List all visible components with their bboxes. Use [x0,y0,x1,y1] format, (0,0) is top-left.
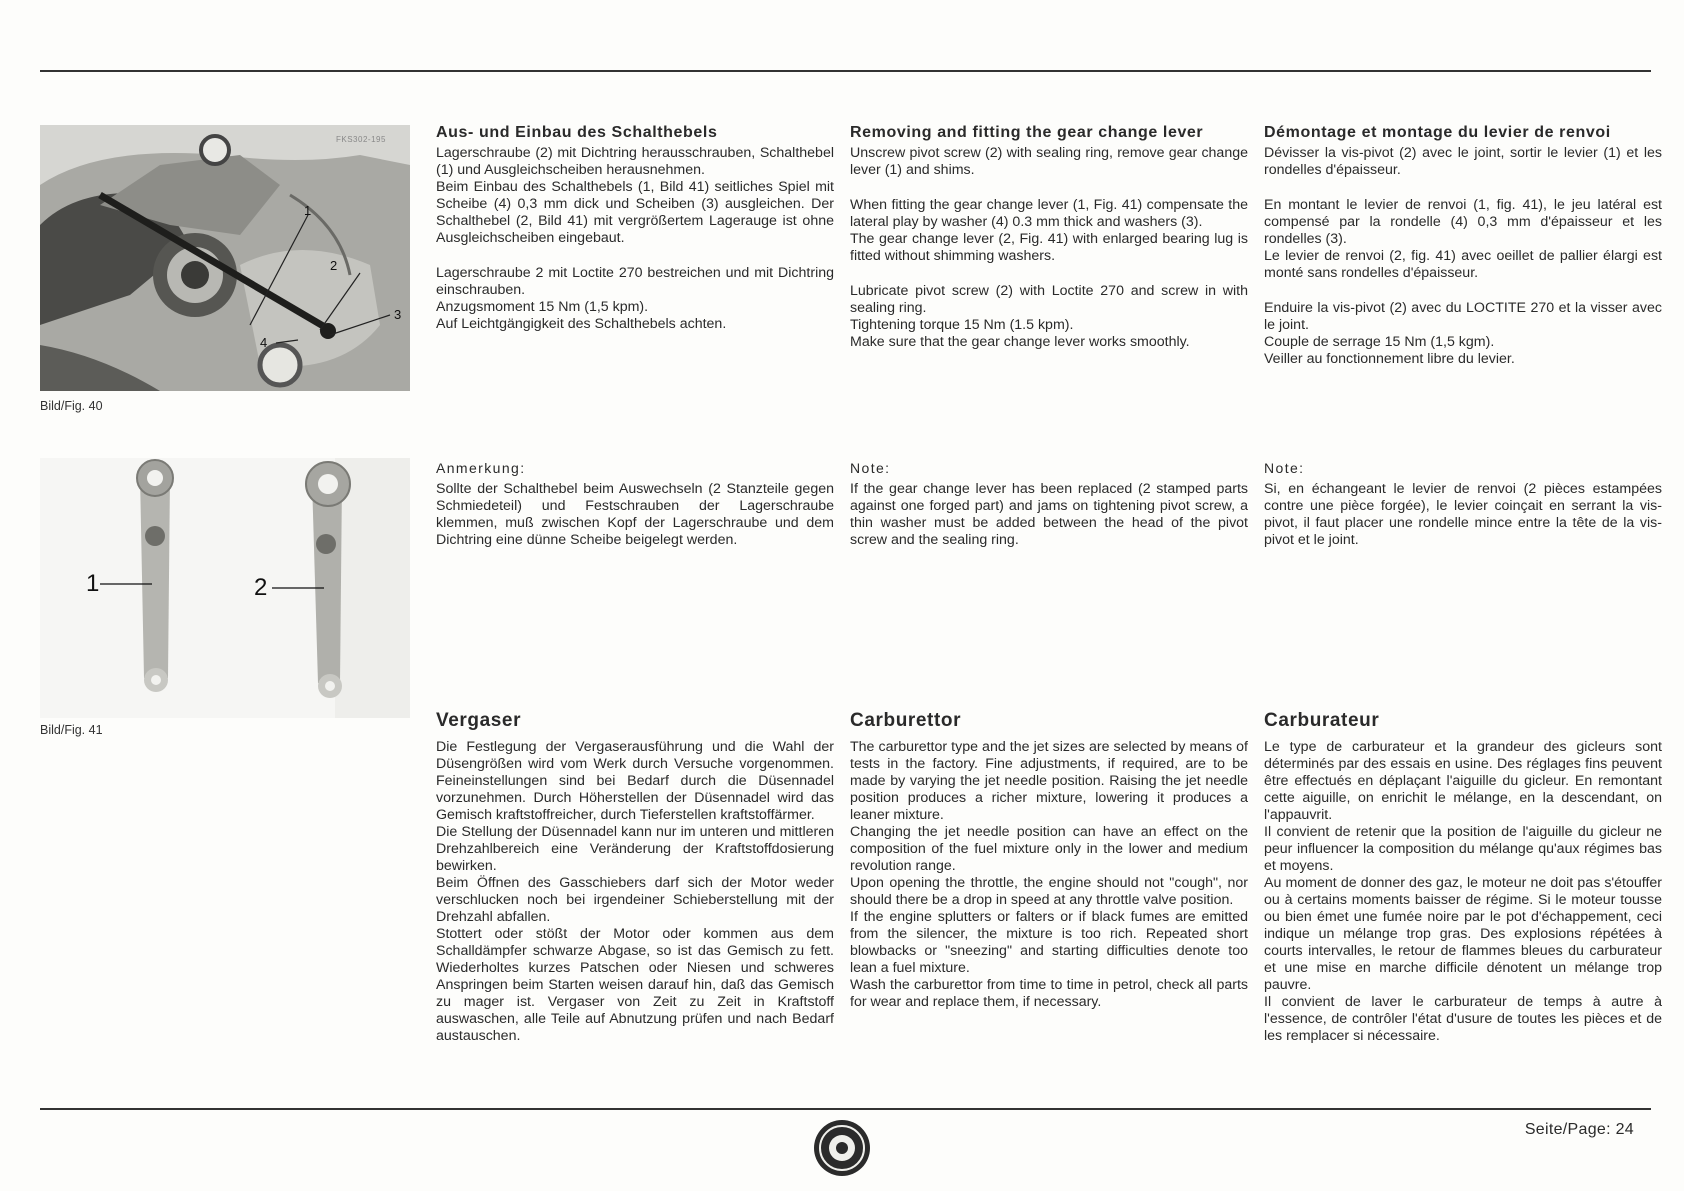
section1-fr-p6: Veiller au fonctionnement libre du levier. [1264,351,1515,367]
engine-case-illustration [40,125,410,391]
top-rule [40,70,1651,72]
section3-en-title: Carburettor [850,710,962,731]
section1-en-p4: Lubricate pivot screw (2) with Loctite 270 and screw in with sealing ring. [850,283,1248,316]
section1-fr-p3: Le levier de renvoi (2, fig. 41) avec oeillet de pallier élargi est monté sans rondelles d'épaisseur. [1264,248,1662,281]
page-number: Seite/Page: 24 [1524,1121,1634,1138]
bottom-rule [40,1108,1651,1110]
section3-de-p2: Die Stellung der Düsennadel kann nur im unteren und mittleren Drehzahlbereich eine Veränderung der Kraftstoffdosierung bewirken. [436,824,834,874]
section1-en-p3: The gear change lever (2, Fig. 41) with enlarged bearing lug is fitted without shimming washers. [850,231,1248,264]
section2-en-p1: If the gear change lever has been replaced (2 stamped parts against one forged part) and jams on tightening pivot screw, a thin washer must be added between the head of the pivot screw and the sealing ring. [850,481,1248,548]
section1-german [436,124,834,333]
section1-fr-p5: Couple de serrage 15 Nm (1,5 kgm). [1264,334,1495,350]
brand-logo [812,1118,872,1183]
section1-en-p2: When fitting the gear change lever (1, Fig. 41) compensate the lateral play by washer (4) 0.3 mm thick and washers (3). [850,197,1248,230]
section2-de-title: Anmerkung: [436,460,526,476]
section3-en-p2: Changing the jet needle position can have an effect on the composition of the fuel mixture only in the lower and medium revolution range. [850,824,1248,874]
section1-fr-p4: Enduire la vis-pivot (2) avec du LOCTITE 270 et la visser avec le joint. [1264,300,1662,333]
section1-english [850,124,1248,351]
section2-french [1264,460,1662,549]
figure-40-photo [40,125,410,391]
figure-41-callout-2: 2 [254,574,268,601]
section3-english [850,712,1248,1011]
figure-41-caption: Bild/Fig. 41 [40,723,103,737]
section2-fr-p1: Si, en échangeant le levier de renvoi (2 pièces estampées contre une pièce forgée), le levier coinçait en serrant la vis-pivot, il faut placer une rondelle mince entre la tête de la vis-pivot et le joint. [1264,481,1662,548]
section2-en-title: Note: [850,460,891,476]
section3-en-p4: If the engine splutters or falters or if black fumes are emitted from the silencer, the mixture is too rich. Repeated short blowbacks or "sneezing" and starting difficulties denote too lean a fuel mixture. [850,909,1248,976]
section1-en-p6: Make sure that the gear change lever works smoothly. [850,334,1190,350]
section1-de-p3: Lagerschraube 2 mit Loctite 270 bestreichen und mit Dichtring einschrauben. [436,265,834,298]
section1-de-p2: Beim Einbau des Schalthebels (1, Bild 41) seitliches Spiel mit Scheibe (4) 0,3 mm dick und Scheiben (3) ausgleichen. Der Schalthebel (2, Bild 41) mit vergrößertem Lagerauge ist ohne Ausgleichscheiben eingebaut. [436,179,834,246]
section3-fr-p2: Il convient de retenir que la position de l'aiguille du gicleur ne peur influencer la composition du mélange qu'aux régimes bas et moyens. [1264,824,1662,874]
section1-en-p5: Tightening torque 15 Nm (1.5 kpm). [850,317,1074,333]
section3-en-p5: Wash the carburettor from time to time in petrol, check all parts for wear and replace them, if necessary. [850,977,1248,1010]
section3-german [436,712,834,1045]
section1-fr-p1: Dévisser la vis-pivot (2) avec le joint, sortir le levier (1) et les rondelles d'épaisseur. [1264,145,1662,178]
section3-fr-title: Carburateur [1264,710,1380,731]
figure-41-photo [40,458,410,718]
section3-de-title: Vergaser [436,710,522,731]
section1-french [1264,124,1662,368]
section3-french [1264,712,1662,1045]
figure-40-callout-4: 4 [260,335,268,350]
section3-fr-p1: Le type de carburateur et la grandeur des gicleurs sont déterminés par des essais en usine. Des réglages fins peuvent être effectués en déplaçant l'aiguille du gicleur. En remontant cette aiguille, on enrichit le mélange, en la descendant, on l'appauvrit. [1264,739,1662,823]
section2-english [850,460,1248,549]
figure-40-stamp: FKS302-195 [336,135,386,144]
section2-german [436,460,834,549]
section1-de-p5: Auf Leichtgängigkeit des Schalthebels achten. [436,316,727,332]
section1-en-p1: Unscrew pivot screw (2) with sealing ring, remove gear change lever (1) and shims. [850,145,1248,178]
section1-fr-p2: En montant le levier de renvoi (1, fig. 41), le jeu latéral est compensé par la rondelle (4) 0,3 mm d'épaisseur et les rondelles (3). [1264,197,1662,247]
brand-emblem-icon [812,1118,872,1178]
section2-de-p1: Sollte der Schalthebel beim Auswechseln (2 Stanzteile gegen Schmiedeteil) und Festschrauben der Lagerschraube klemmen, muß zwischen Kopf der Lagerschraube und dem Dichtring eine dünne Scheibe beigelegt werden. [436,481,834,548]
figure-40-callout-2: 2 [330,258,338,273]
section2-fr-title: Note: [1264,460,1305,476]
figure-40-callout-3: 3 [394,307,402,322]
figure-40-callout-1: 1 [304,203,312,218]
section3-en-p3: Upon opening the throttle, the engine should not "cough", nor should there be a drop in speed at any throttle valve position. [850,875,1248,908]
section3-de-p3: Beim Öffnen des Gasschiebers darf sich der Motor weder verschlucken noch bei irgendeiner Schieberstellung mit der Drehzahl abfallen. [436,875,834,925]
figure-41-callout-1: 1 [86,570,100,597]
section1-de-title: Aus- und Einbau des Schalthebels [436,124,718,141]
section1-en-title: Removing and fitting the gear change lever [850,124,1204,141]
section3-fr-p4: Il convient de laver le carburateur de temps à autre à l'essence, de contrôler l'état d'usure de toutes les pièces et de les remplacer si nécessaire. [1264,994,1662,1044]
section1-de-p4: Anzugsmoment 15 Nm (1,5 kpm). [436,299,649,315]
section3-en-p1: The carburettor type and the jet sizes are selected by means of tests in the factory. Fine adjustments, if required, are to be made by varying the jet needle position. Raising the jet needle position produces a richer mixture, lowering it produces a leaner mixture. [850,739,1248,823]
figure-40-caption: Bild/Fig. 40 [40,399,103,413]
section3-de-p4: Stottert oder stößt der Motor oder kommen aus dem Schalldämpfer schwarze Abgase, so ist das Gemisch zu fett. Wiederholtes kurzes Patschen oder Niesen und schweres Anspringen beim Starten weisen darauf hin, daß das Gemisch zu mager ist. Vergaser von Zeit zu Zeit in Kraftstoff auswaschen, alle Teile auf Abnutzung prüfen und nach Bedarf austauschen. [436,926,834,1044]
section1-fr-title: Démontage et montage du levier de renvoi [1264,124,1611,141]
section3-de-p1: Die Festlegung der Vergaserausführung und die Wahl der Düsengrößen wird vom Werk durch Versuche vorgenommen. Feineinstellungen sind bei Bedarf durch die Düsennadel vorzunehmen. Durch Höherstellen der Düsennadel wird das Gemisch kraftstoffreicher, durch Tieferstellen kraftstoffärmer. [436,739,834,823]
section3-fr-p3: Au moment de donner des gaz, le moteur ne doit pas s'étouffer ou à certains moments baisser de régime. Si le moteur tousse ou bien émet une fumée noire par le pot d'échappement, ceci indique un mélange trop gras. Des explosions répétées à courts intervalles, le retour de flammes bleues du carburateur et une mise en marche difficile dénotent un mélange trop pauvre. [1264,875,1662,993]
section1-de-p1: Lagerschraube (2) mit Dichtring herausschrauben, Schalthebel (1) und Ausgleichscheiben herausnehmen. [436,145,834,178]
